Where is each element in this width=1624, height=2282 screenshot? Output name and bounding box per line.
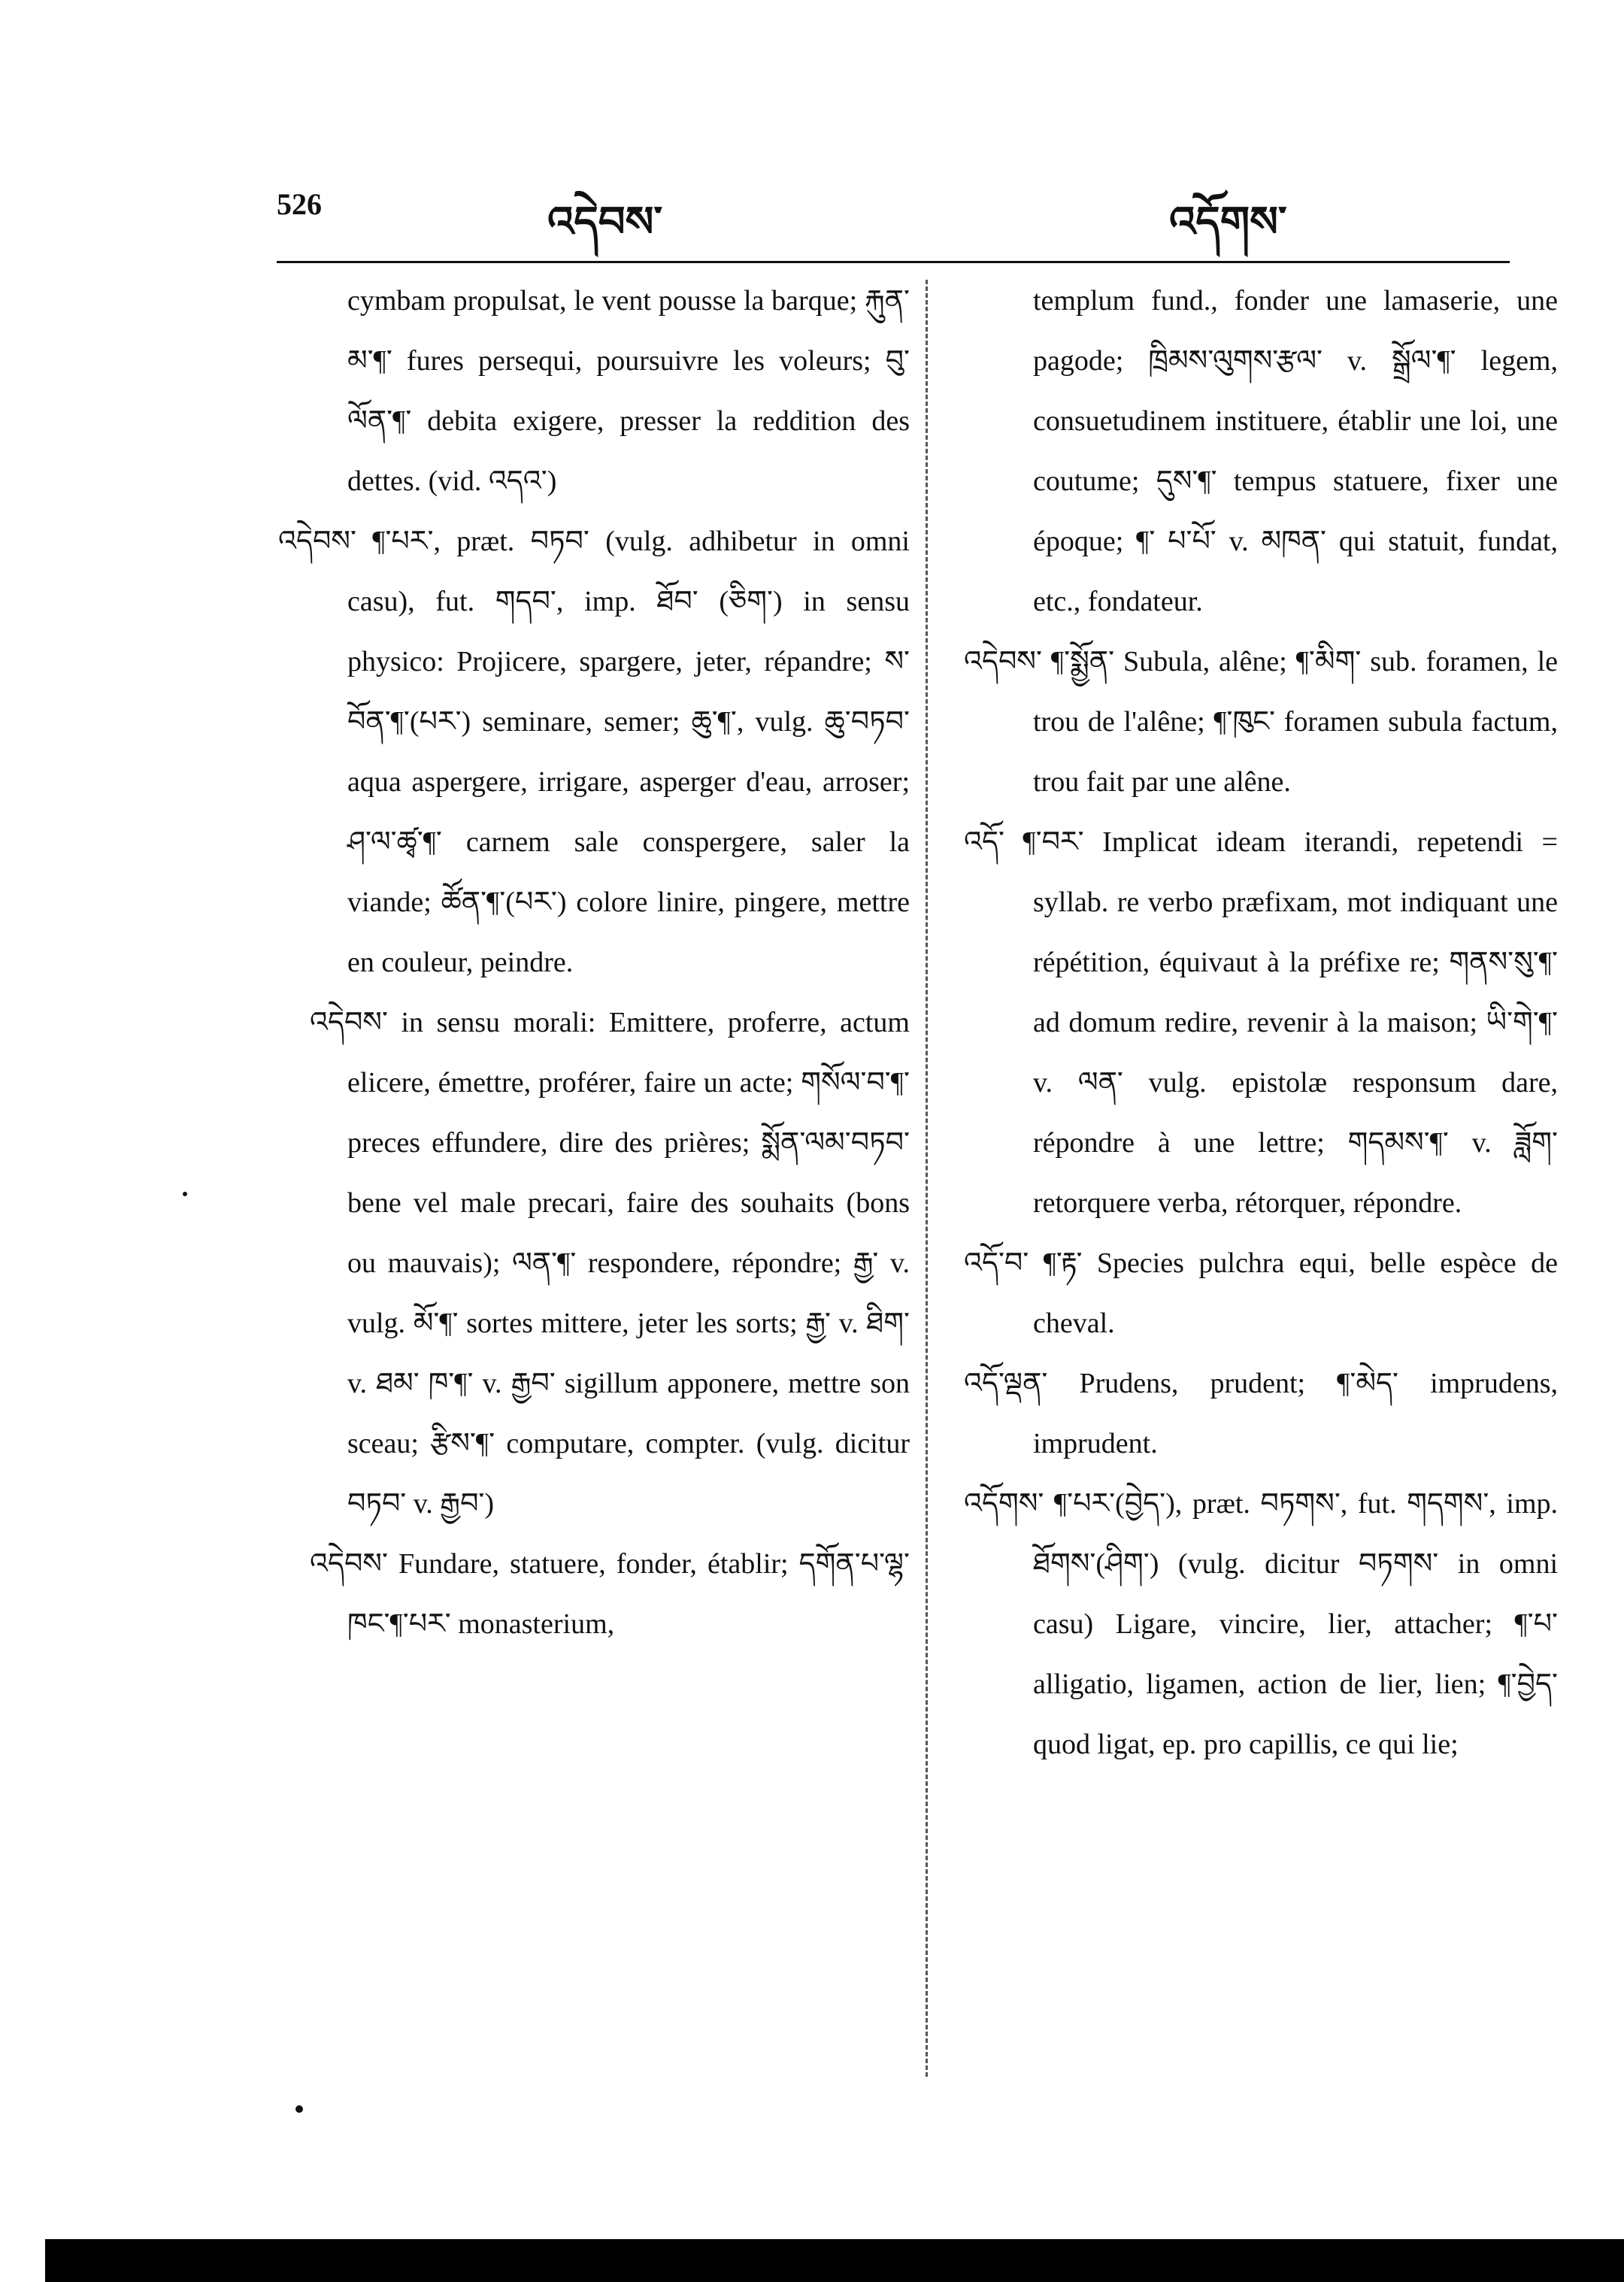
dictionary-entry: འདོགས་ ¶་པར་(བྱེད་), præt. བཏགས་, fut. གདགས་, imp. ཐོགས་(ཤིག་) (vulg. dicitur བཏགས་ in omni casu) Ligare, vincire, lier, attacher; ¶་པ་ alligatio, ligamen, action de lier, lien; ¶་བྱེད་ quod ligat, ep. pro capillis, ce qui lie; xyxy=(964,1488,1558,1760)
dictionary-entry: འདོ་ལྡན་ Prudens, prudent; ¶་མེད་ imprudens, imprudent. xyxy=(964,1368,1558,1459)
left-headword: འདེབས་ xyxy=(547,198,663,247)
page-number: 526 xyxy=(277,187,322,221)
right-headword: འདོགས་ xyxy=(1169,198,1287,247)
dictionary-entry: འདོ་ ¶་བར་ Implicat ideam iterandi, repetendi = syllab. re verbo præfixam, mot indiquant une répétition, équivaut à la préfixe re; གནས་སུ་¶་ ad domum redire, revenir à la maison; ཡི་གེ་¶་ v. ལན་ vulg. epistolæ responsum dare, répondre à une lettre; གདམས་¶་ v. ཟློག་ retorquere verba, rétorquer, répondre. xyxy=(964,826,1558,1219)
dictionary-entry: འདེབས་ in sensu morali: Emittere, proferre, actum elicere, émettre, proférer, faire un acte; གསོལ་བ་¶་ preces effundere, dire des prières; སྨོན་ལམ་བཏབ་ bene vel male precari, faire des souhaits (bons ou mauvais); ལན་¶་ respondere, répondre; རྒྱ་ v. vulg. མོ་¶་ sortes mittere, jeter les sorts; རྒྱ་ v. ཐིག་ v. ཐམ་ ཁ་¶་ v. རྒྱབ་ sigillum apponere, mettre son sceau; རྩིས་¶་ computare, compter. (vulg. dicitur བཏབ་ v. རྒྱབ་) xyxy=(310,1007,910,1520)
dictionary-entry: templum fund., fonder une lamaserie, une pagode; ཁྲིམས་ལུགས་རྩལ་ v. སྒྲོལ་¶་ legem, consuetudinem instituere, établir une loi, une coutume; དུས་¶་ tempus statuere, fixer une époque; ¶་ པ་པོ་ v. མཁན་ qui statuit, fundat, etc., fondateur. xyxy=(1033,285,1558,617)
bottom-bar xyxy=(45,2239,1624,2282)
speck xyxy=(183,1192,187,1196)
speck xyxy=(295,2105,303,2113)
dictionary-entry: འདེབས་ ¶་པར་, præt. བཏབ་ (vulg. adhibetur in omni casu), fut. གདབ་, imp. ཐོབ་ (ཅིག་) in sensu physico: Projicere, spargere, jeter, répandre; ས་བོན་¶་(པར་) seminare, semer; ཆུ་¶་, vulg. ཆུ་བཏབ་ aqua aspergere, irrigare, asperger d'eau, arroser; ཤ་ལ་ཚྭ་¶་ carnem sale conspergere, saler la viande; ཚོན་¶་(པར་) colore linire, pingere, mettre en couleur, peindre. xyxy=(278,526,910,978)
right-column xyxy=(964,271,1558,1774)
left-column xyxy=(278,271,910,1654)
dictionary-entry: འདོ་བ་ ¶་རྟ་ Species pulchra equi, belle espèce de cheval. xyxy=(964,1247,1558,1339)
dictionary-entry: འདེབས་ Fundare, statuere, fonder, établir; དགོན་པ་ལྷ་ཁང་¶་པར་ monasterium, xyxy=(310,1548,910,1640)
dictionary-entry: འདེབས་ ¶་སྨྱོན་ Subula, alêne; ¶་མིག་ sub. foramen, le trou de l'alêne; ¶་ཁུང་ foramen subula factum, trou fait par une alêne. xyxy=(964,646,1558,798)
column-divider xyxy=(926,280,928,2077)
dictionary-entry: cymbam propulsat, le vent pousse la barque; རྐུན་མ་¶་ fures persequi, poursuivre les voleurs; བུ་ལོན་¶་ debita exigere, presser la reddition des dettes. (vid. འདའ་) xyxy=(347,285,910,497)
header-rule xyxy=(277,261,1510,263)
